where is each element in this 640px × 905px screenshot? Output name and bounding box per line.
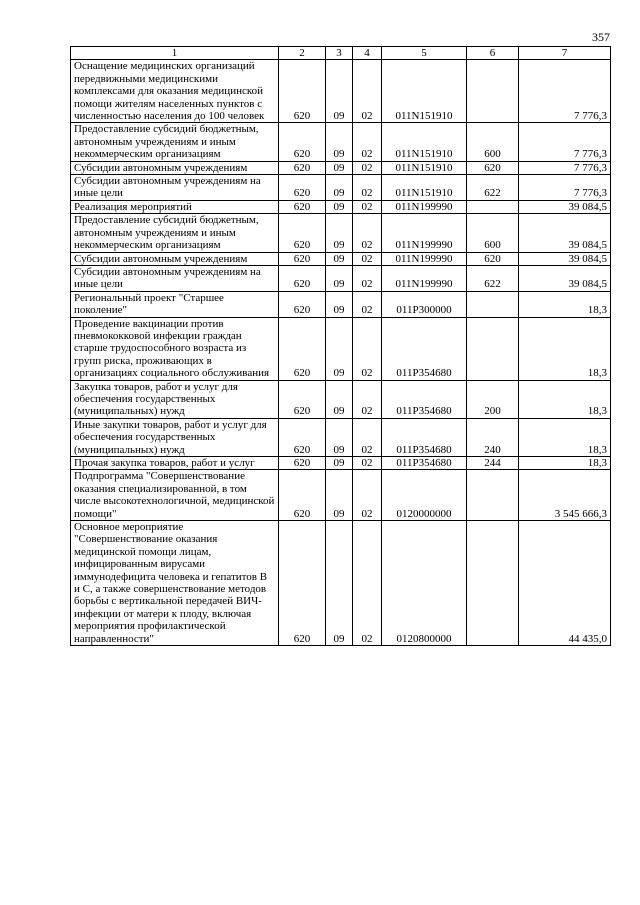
row-name: Закупка товаров, работ и услуг для обеспечения государственных (муниципальных) нужд	[71, 380, 279, 418]
row-amount: 18,3	[519, 317, 611, 380]
table-row	[71, 175, 611, 201]
row-expense-type: 600	[467, 214, 519, 252]
row-name: Субсидии автономным учреждениям на иные цели	[71, 175, 279, 201]
row-subsection-code: 02	[353, 457, 382, 470]
table-row	[71, 521, 611, 646]
row-section-code: 09	[326, 470, 353, 521]
column-header-4: 4	[353, 47, 382, 60]
row-expense-type: 620	[467, 161, 519, 174]
row-name: Субсидии автономным учреждениям	[71, 161, 279, 174]
column-header-2: 2	[279, 47, 326, 60]
row-amount: 7 776,3	[519, 161, 611, 174]
row-section-code: 09	[326, 418, 353, 456]
row-amount: 3 545 666,3	[519, 470, 611, 521]
row-section-code: 09	[326, 457, 353, 470]
row-amount: 7 776,3	[519, 60, 611, 123]
row-expense-type: 244	[467, 457, 519, 470]
row-subsection-code: 02	[353, 200, 382, 213]
row-subsection-code: 02	[353, 161, 382, 174]
row-expense-type: 622	[467, 175, 519, 201]
row-section-code: 09	[326, 60, 353, 123]
row-section-code: 09	[326, 380, 353, 418]
row-name: Предоставление субсидий бюджетным, автономным учреждениям и иным некоммерческим организациям	[71, 123, 279, 161]
row-target-code: 0120800000	[382, 521, 467, 646]
row-subsection-code: 02	[353, 521, 382, 646]
row-section-code: 09	[326, 214, 353, 252]
row-expense-type	[467, 60, 519, 123]
row-section-code: 09	[326, 317, 353, 380]
row-target-code: 011N151910	[382, 161, 467, 174]
row-expense-type	[467, 317, 519, 380]
row-section-code: 09	[326, 123, 353, 161]
table-row	[71, 200, 611, 213]
row-amount: 7 776,3	[519, 123, 611, 161]
row-name: Подпрограмма "Совершенствование оказания специализированной, в том числе высокотехнологичной, медицинской помощи"	[71, 470, 279, 521]
row-ministry-code: 620	[279, 470, 326, 521]
row-ministry-code: 620	[279, 200, 326, 213]
row-name: Основное мероприятие "Совершенствование оказания медицинской помощи лицам, инфицированным вирусами иммунодефицита человека и гепатитов В и С, а также совершенствование методов борьбы с вертикальной передачей ВИЧ-инфекции от матери к плоду, включая мероприятия профилактической направленности"	[71, 521, 279, 646]
column-header-1: 1	[71, 47, 279, 60]
table-row	[71, 470, 611, 521]
row-section-code: 09	[326, 291, 353, 317]
row-amount: 18,3	[519, 380, 611, 418]
table-row	[71, 265, 611, 291]
row-name: Прочая закупка товаров, работ и услуг	[71, 457, 279, 470]
row-name: Предоставление субсидий бюджетным, автономным учреждениям и иным некоммерческим организациям	[71, 214, 279, 252]
row-target-code: 011P354680	[382, 457, 467, 470]
row-ministry-code: 620	[279, 252, 326, 265]
row-section-code: 09	[326, 521, 353, 646]
header-row	[71, 47, 611, 60]
column-header-7: 7	[519, 47, 611, 60]
row-expense-type	[467, 200, 519, 213]
row-section-code: 09	[326, 161, 353, 174]
row-expense-type	[467, 470, 519, 521]
row-target-code: 011P354680	[382, 418, 467, 456]
row-ministry-code: 620	[279, 521, 326, 646]
table-row	[71, 317, 611, 380]
row-target-code: 011P354680	[382, 380, 467, 418]
table-row	[71, 60, 611, 123]
budget-table	[70, 46, 611, 646]
row-subsection-code: 02	[353, 265, 382, 291]
row-amount: 18,3	[519, 418, 611, 456]
row-name: Субсидии автономным учреждениям на иные цели	[71, 265, 279, 291]
row-subsection-code: 02	[353, 317, 382, 380]
row-section-code: 09	[326, 265, 353, 291]
row-expense-type: 620	[467, 252, 519, 265]
row-amount: 39 084,5	[519, 265, 611, 291]
table-row	[71, 161, 611, 174]
row-name: Субсидии автономным учреждениям	[71, 252, 279, 265]
row-name: Оснащение медицинских организаций передвижными медицинскими комплексами для оказания медицинской помощи жителям населенных пунктов с численностью населения до 100 человек	[71, 60, 279, 123]
row-ministry-code: 620	[279, 214, 326, 252]
row-expense-type: 622	[467, 265, 519, 291]
row-subsection-code: 02	[353, 470, 382, 521]
row-expense-type: 240	[467, 418, 519, 456]
row-ministry-code: 620	[279, 380, 326, 418]
table-row	[71, 252, 611, 265]
row-expense-type: 600	[467, 123, 519, 161]
column-header-3: 3	[326, 47, 353, 60]
row-ministry-code: 620	[279, 175, 326, 201]
row-ministry-code: 620	[279, 457, 326, 470]
row-amount: 39 084,5	[519, 200, 611, 213]
row-subsection-code: 02	[353, 291, 382, 317]
row-expense-type	[467, 291, 519, 317]
row-amount: 18,3	[519, 457, 611, 470]
row-subsection-code: 02	[353, 123, 382, 161]
row-subsection-code: 02	[353, 418, 382, 456]
row-subsection-code: 02	[353, 380, 382, 418]
row-expense-type: 200	[467, 380, 519, 418]
row-ministry-code: 620	[279, 317, 326, 380]
table-row	[71, 214, 611, 252]
row-amount: 39 084,5	[519, 214, 611, 252]
row-subsection-code: 02	[353, 214, 382, 252]
row-target-code: 011P354680	[382, 317, 467, 380]
row-target-code: 011N199990	[382, 252, 467, 265]
row-name: Иные закупки товаров, работ и услуг для обеспечения государственных (муниципальных) нужд	[71, 418, 279, 456]
row-section-code: 09	[326, 252, 353, 265]
row-amount: 18,3	[519, 291, 611, 317]
row-target-code: 011P300000	[382, 291, 467, 317]
row-amount: 39 084,5	[519, 252, 611, 265]
row-target-code: 011N151910	[382, 60, 467, 123]
row-expense-type	[467, 521, 519, 646]
row-name: Проведение вакцинации против пневмококковой инфекции граждан старше трудоспособного возраста из групп риска, проживающих в организациях социального обслуживания	[71, 317, 279, 380]
row-ministry-code: 620	[279, 161, 326, 174]
row-subsection-code: 02	[353, 175, 382, 201]
row-section-code: 09	[326, 200, 353, 213]
row-ministry-code: 620	[279, 265, 326, 291]
row-name: Региональный проект "Старшее поколение"	[71, 291, 279, 317]
row-target-code: 011N199990	[382, 265, 467, 291]
row-target-code: 0120000000	[382, 470, 467, 521]
row-subsection-code: 02	[353, 252, 382, 265]
row-ministry-code: 620	[279, 418, 326, 456]
row-amount: 44 435,0	[519, 521, 611, 646]
row-target-code: 011N199990	[382, 200, 467, 213]
row-name: Реализация мероприятий	[71, 200, 279, 213]
row-target-code: 011N199990	[382, 214, 467, 252]
table-row	[71, 380, 611, 418]
row-section-code: 09	[326, 175, 353, 201]
table-row	[71, 291, 611, 317]
row-target-code: 011N151910	[382, 123, 467, 161]
row-ministry-code: 620	[279, 123, 326, 161]
page-number: 357	[592, 30, 610, 44]
row-amount: 7 776,3	[519, 175, 611, 201]
column-header-6: 6	[467, 47, 519, 60]
row-target-code: 011N151910	[382, 175, 467, 201]
row-subsection-code: 02	[353, 60, 382, 123]
row-ministry-code: 620	[279, 60, 326, 123]
table-row	[71, 123, 611, 161]
table-row	[71, 457, 611, 470]
table-row	[71, 418, 611, 456]
column-header-5: 5	[382, 47, 467, 60]
row-ministry-code: 620	[279, 291, 326, 317]
